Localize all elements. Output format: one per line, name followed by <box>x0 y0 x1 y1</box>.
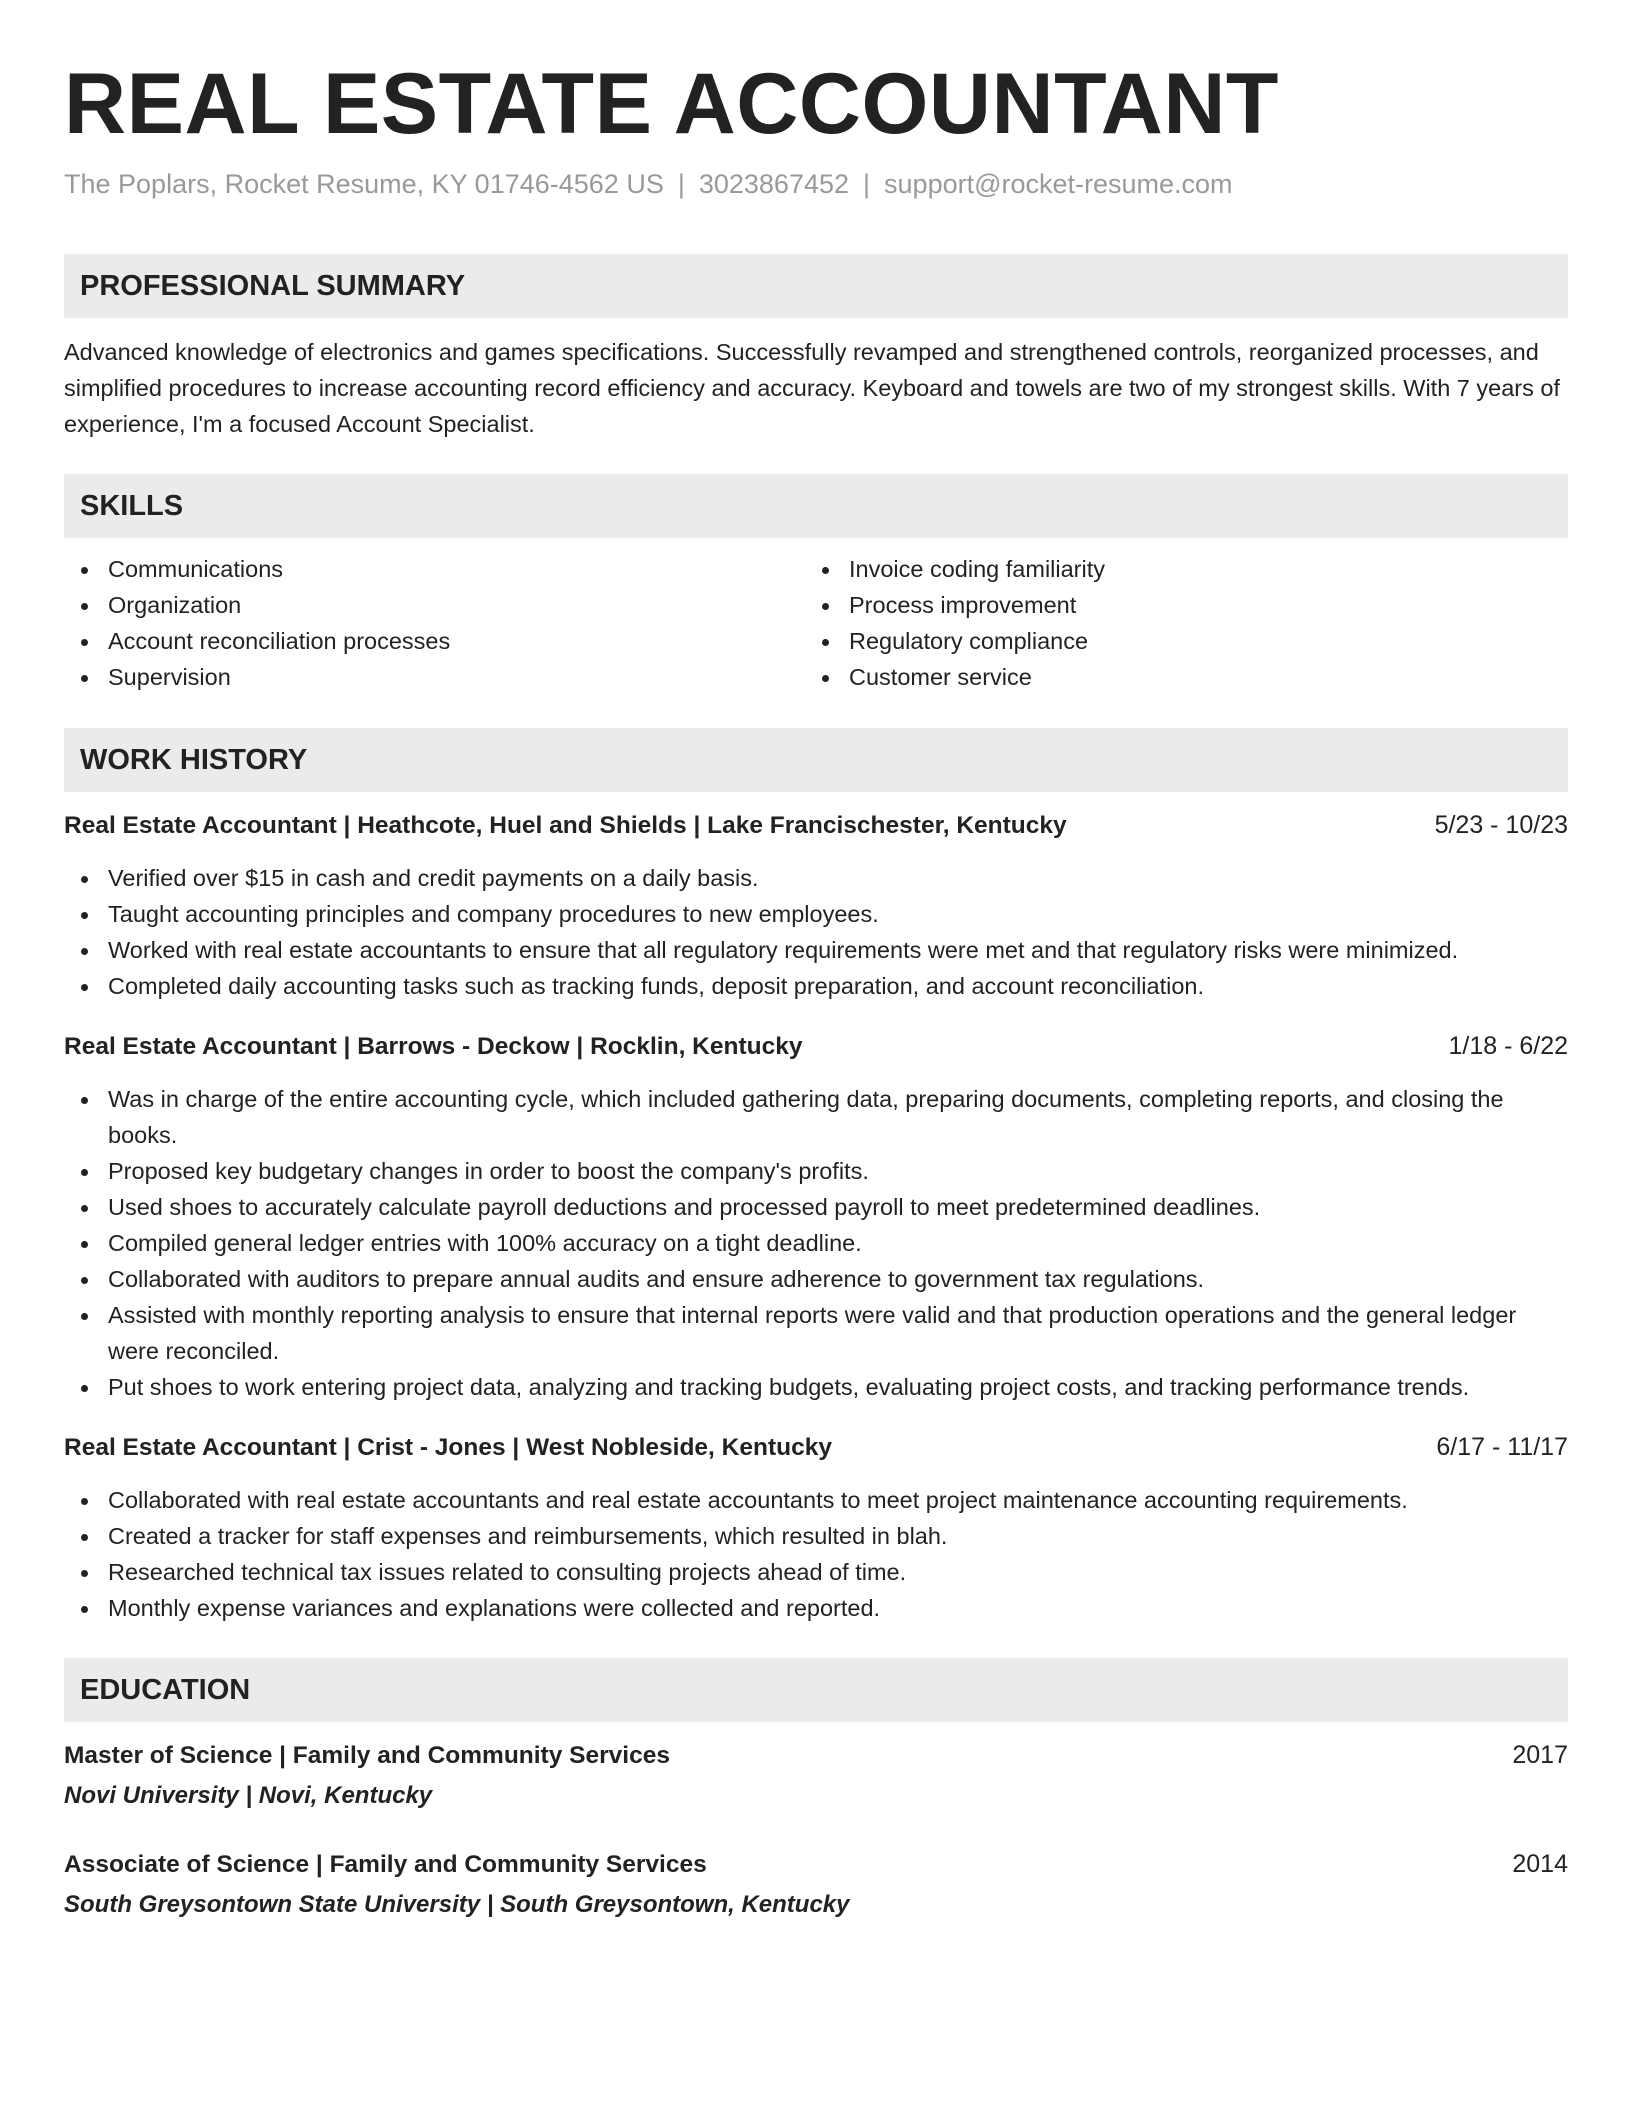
summary-text: Advanced knowledge of electronics and games specifications. Successfully revamped and strengthened controls, reorganized processes, and simplified procedures to increase accounting record efficiency and accuracy. Keyboard and towels are two of my strongest skills. With 7 years of experience, I'm a focused Account Specialist. <box>64 339 1561 437</box>
resume-name: REAL ESTATE ACCOUNTANT <box>64 56 1279 152</box>
education-year: 2014 <box>1512 1850 1568 1878</box>
skill-item: Invoice coding familiarity <box>805 551 1546 587</box>
education-header <box>64 1846 1568 1883</box>
summary-heading: PROFESSIONAL SUMMARY <box>64 254 1568 318</box>
job-header <box>64 1028 1568 1065</box>
job-title: Real Estate Accountant | Barrows - Deckow | Rocklin, Kentucky <box>64 1033 803 1060</box>
contact-email: support@rocket-resume.com <box>884 169 1233 199</box>
job-entry <box>64 1429 1568 1626</box>
job-title: Real Estate Accountant | Crist - Jones | West Nobleside, Kentucky <box>64 1434 832 1461</box>
job-dates: 5/23 - 10/23 <box>1434 811 1568 839</box>
job-bullet: Collaborated with auditors to prepare annual audits and ensure adherence to government tax regulations. <box>64 1261 1568 1297</box>
resume-page <box>64 0 1568 1923</box>
contact-separator: | <box>863 169 871 199</box>
work-history-heading: WORK HISTORY <box>64 728 1568 792</box>
skill-item: Regulatory compliance <box>805 623 1546 659</box>
education-school: Novi University | Novi, Kentucky <box>64 1782 433 1809</box>
skill-item: Process improvement <box>805 587 1546 623</box>
job-dates: 6/17 - 11/17 <box>1436 1433 1568 1461</box>
job-entry <box>64 1028 1568 1405</box>
contact-phone: 3023867452 <box>698 169 850 199</box>
job-bullet: Worked with real estate accountants to ensure that all regulatory requirements were met and that regulatory risks were minimized. <box>64 932 1568 968</box>
job-bullet: Taught accounting principles and company procedures to new employees. <box>64 896 1568 932</box>
job-header <box>64 1429 1568 1466</box>
skills-column-left <box>64 551 805 695</box>
job-bullet: Collaborated with real estate accountants and real estate accountants to meet project maintenance accounting requirements. <box>64 1482 1568 1518</box>
education-entry <box>64 1846 1568 1923</box>
job-bullet: Compiled general ledger entries with 100% accuracy on a tight deadline. <box>64 1225 1568 1261</box>
job-bullet: Verified over $15 in cash and credit payments on a daily basis. <box>64 860 1568 896</box>
education-degree: Master of Science | Family and Community Services <box>64 1742 670 1769</box>
contact-line <box>64 166 1568 202</box>
skills-column-right <box>805 551 1546 695</box>
education-header <box>64 1737 1568 1774</box>
contact-address: The Poplars, Rocket Resume, KY 01746-4562 US <box>64 169 664 199</box>
job-bullet: Proposed key budgetary changes in order to boost the company's profits. <box>64 1153 1568 1189</box>
skill-item: Supervision <box>64 659 805 695</box>
job-entry <box>64 807 1568 1004</box>
job-bullet: Completed daily accounting tasks such as tracking funds, deposit preparation, and account reconciliation. <box>64 968 1568 1004</box>
job-bullet: Was in charge of the entire accounting cycle, which included gathering data, preparing documents, completing reports, and closing the books. <box>64 1081 1568 1153</box>
job-title: Real Estate Accountant | Heathcote, Huel and Shields | Lake Francischester, Kentucky <box>64 812 1067 839</box>
job-bullet: Created a tracker for staff expenses and reimbursements, which resulted in blah. <box>64 1518 1568 1554</box>
education-heading: EDUCATION <box>64 1658 1568 1722</box>
education-degree: Associate of Science | Family and Community Services <box>64 1851 707 1878</box>
skill-item: Customer service <box>805 659 1546 695</box>
job-bullet: Used shoes to accurately calculate payroll deductions and processed payroll to meet predetermined deadlines. <box>64 1189 1568 1225</box>
skill-item: Communications <box>64 551 805 587</box>
education-school: South Greysontown State University | South Greysontown, Kentucky <box>64 1891 850 1918</box>
skill-item: Account reconciliation processes <box>64 623 805 659</box>
job-bullet: Assisted with monthly reporting analysis to ensure that internal reports were valid and that production operations and the general ledger were reconciled. <box>64 1297 1568 1369</box>
job-dates: 1/18 - 6/22 <box>1448 1032 1568 1060</box>
job-bullet: Monthly expense variances and explanations were collected and reported. <box>64 1590 1568 1626</box>
job-bullet: Put shoes to work entering project data, analyzing and tracking budgets, evaluating project costs, and tracking performance trends. <box>64 1369 1568 1405</box>
job-bullet: Researched technical tax issues related to consulting projects ahead of time. <box>64 1554 1568 1590</box>
skills-list <box>64 551 1568 695</box>
contact-separator: | <box>677 169 685 199</box>
education-entry <box>64 1737 1568 1814</box>
job-header <box>64 807 1568 844</box>
education-year: 2017 <box>1512 1741 1568 1769</box>
skills-heading: SKILLS <box>64 474 1568 538</box>
skill-item: Organization <box>64 587 805 623</box>
